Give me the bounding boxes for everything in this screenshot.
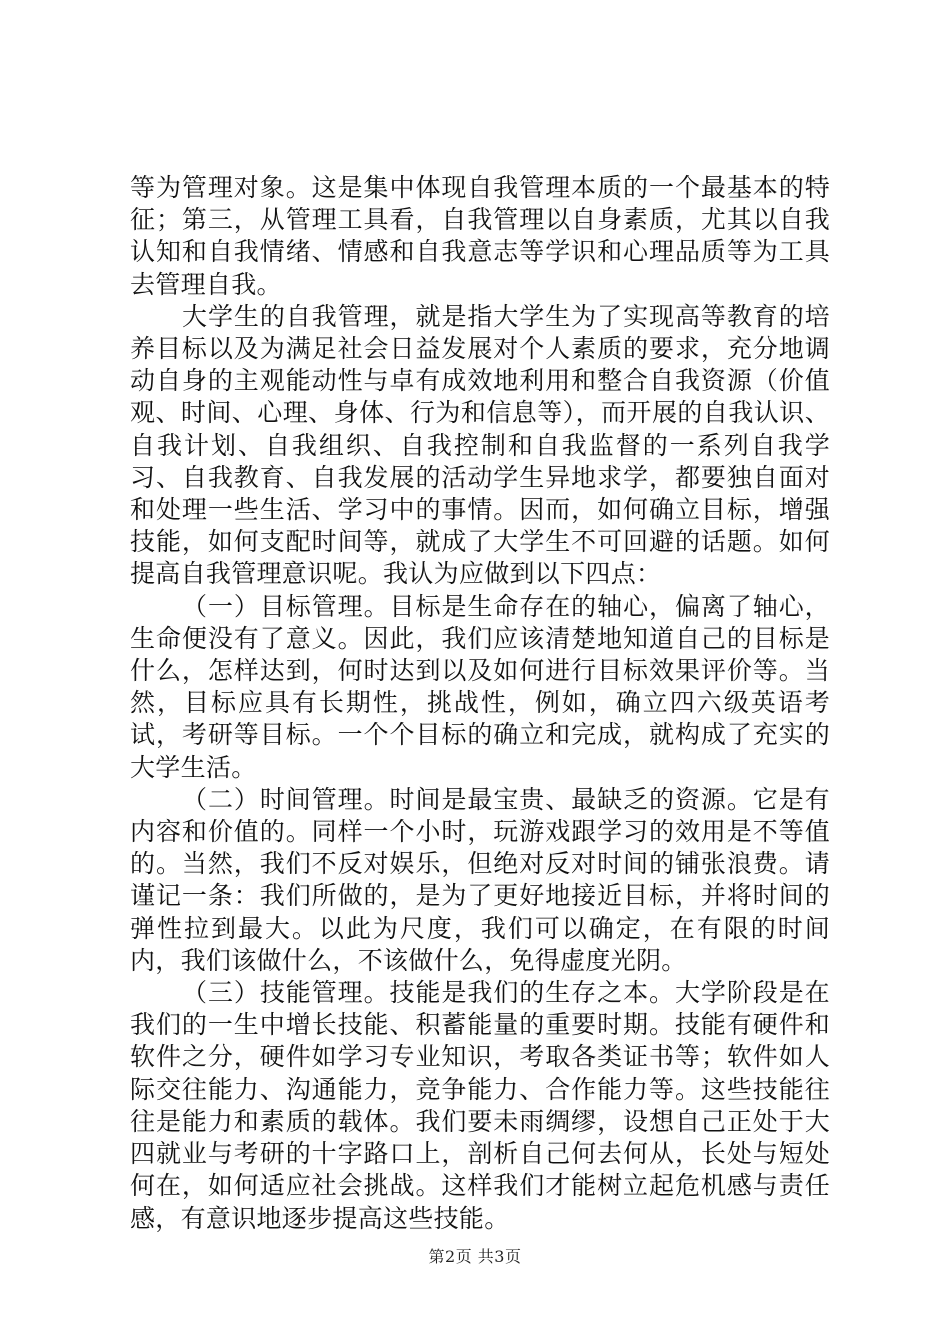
paragraph-goal-management: （一）目标管理。目标是生命存在的轴心，偏离了轴心，生命便没有了意义。因此，我们应该清楚地知道自己的目标是什么，怎样达到，何时达到以及如何进行目标效果评价等。当然，目标应具有长期性，挑战性，例如，确立四六级英语考试，考研等目标。一个个目标的确立和完成，就构成了充实的大学生活。 — [130, 591, 830, 782]
page-number-footer: 第2页 共3页 — [428, 1247, 522, 1266]
paragraph-time-management: （二）时间管理。时间是最宝贵、最缺乏的资源。它是有内容和价值的。同样一个小时，玩游戏跟学习的效用是不等值的。当然，我们不反对娱乐，但绝对反对时间的铺张浪费。请谨记一条：我们所做的，是为了更好地接近目标，并将时间的弹性拉到最大。以此为尺度，我们可以确定，在有限的时间内，我们该做什么，不该做什么，免得虚度光阴。 — [130, 784, 830, 975]
document-body — [130, 172, 830, 1235]
paragraph-skill-management: （三）技能管理。技能是我们的生存之本。大学阶段是在我们的一生中增长技能、积蓄能量的重要时期。技能有硬件和软件之分，硬件如学习专业知识，考取各类证书等；软件如人际交往能力、沟通能力，竞争能力、合作能力等。这些技能往往是能力和素质的载体。我们要未雨绸缪，设想自己正处于大四就业与考研的十字路口上，剖析自己何去何从，长处与短处何在，如何适应社会挑战。这样我们才能树立起危机感与责任感，有意识地逐步提高这些技能。 — [130, 978, 830, 1233]
paragraph-self-management-definition: 大学生的自我管理，就是指大学生为了实现高等教育的培养目标以及为满足社会日益发展对个人素质的要求，充分地调动自身的主观能动性与卓有成效地利用和整合自我资源（价值观、时间、心理、身体、行为和信息等），而开展的自我认识、自我计划、自我组织、自我控制和自我监督的一系列自我学习、自我教育、自我发展的活动学生异地求学，都要独自面对和处理一些生活、学习中的事情。因而，如何确立目标，增强技能，如何支配时间等，就成了大学生不可回避的话题。如何提高自我管理意识呢。我认为应做到以下四点： — [130, 301, 830, 589]
paragraph-continuation: 等为管理对象。这是集中体现自我管理本质的一个最基本的特征；第三，从管理工具看，自我管理以自身素质，尤其以自我认知和自我情绪、情感和自我意志等学识和心理品质等为工具去管理自我。 — [130, 173, 830, 299]
